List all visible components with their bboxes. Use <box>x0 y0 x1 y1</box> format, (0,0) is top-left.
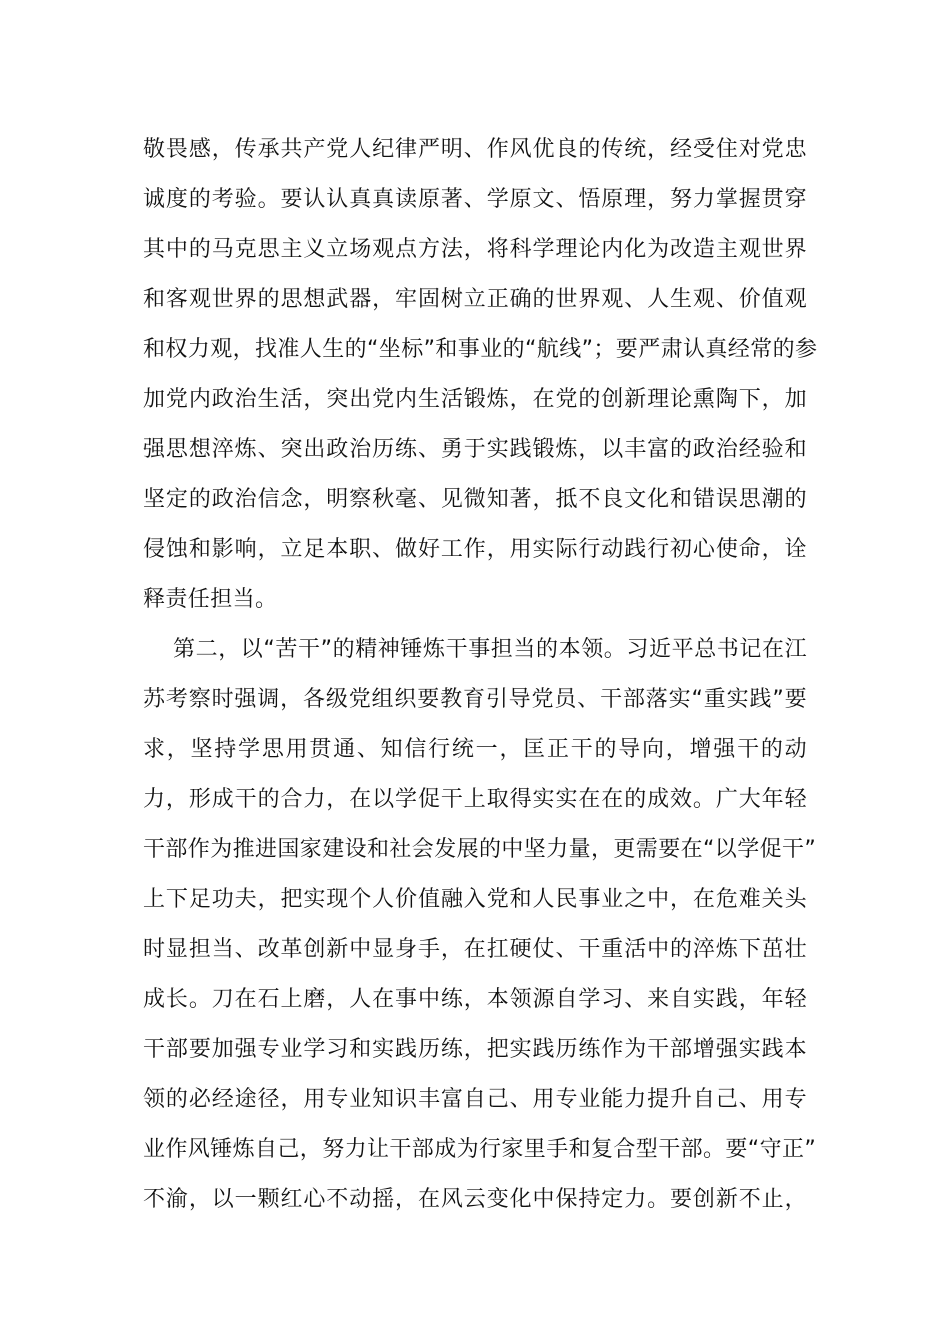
text-line: 业作风锤炼自己，努力让干部成为行家里手和复合型干部。要“守正” <box>143 1137 817 1162</box>
text-line: 不渝，以一颗红心不动摇，在风云变化中保持定力。要创新不止， <box>143 1187 807 1212</box>
text-line: 敬畏感，传承共产党人纪律严明、作风优良的传统，经受住对党忠 <box>143 137 807 162</box>
text-line: 强思想淬炼、突出政治历练、勇于实践锻炼，以丰富的政治经验和 <box>143 437 807 462</box>
text-line: 和客观世界的思想武器，牢固树立正确的世界观、人生观、价值观 <box>143 287 807 312</box>
text-line: 力，形成干的合力，在以学促干上取得实实在在的成效。广大年轻 <box>143 787 807 812</box>
text-line: 诚度的考验。要认认真真读原著、学原文、悟原理，努力掌握贯穿 <box>143 187 807 212</box>
text-line: 其中的马克思主义立场观点方法，将科学理论内化为改造主观世界 <box>143 237 807 262</box>
paragraph-first-line: 第二，以“苦干”的精神锤炼干事担当的本领。习近平总书记在江 <box>173 637 807 662</box>
text-line: 上下足功夫，把实现个人价值融入党和人民事业之中，在危难关头 <box>143 887 807 912</box>
text-line: 干部要加强专业学习和实践历练，把实践历练作为干部增强实践本 <box>143 1037 807 1062</box>
text-line: 苏考察时强调，各级党组织要教育引导党员、干部落实“重实践”要 <box>143 687 807 712</box>
text-line: 侵蚀和影响，立足本职、做好工作，用实际行动践行初心使命，诠 <box>143 537 807 562</box>
text-line: 坚定的政治信念，明察秋毫、见微知著，抵不良文化和错误思潮的 <box>143 487 807 512</box>
text-line: 干部作为推进国家建设和社会发展的中坚力量，更需要在“以学促干” <box>143 837 817 862</box>
text-line: 释责任担当。 <box>143 587 278 612</box>
text-line: 和权力观，找准人生的“坐标”和事业的“航线”；要严肃认真经常的参 <box>143 337 818 362</box>
body-text <box>143 125 818 1225</box>
text-line: 领的必经途径，用专业知识丰富自己、用专业能力提升自己、用专 <box>143 1087 807 1112</box>
text-line: 加党内政治生活，突出党内生活锻炼，在党的创新理论熏陶下，加 <box>143 387 807 412</box>
text-line: 求，坚持学思用贯通、知信行统一，匡正干的导向，增强干的动 <box>143 737 807 762</box>
text-line: 时显担当、改革创新中显身手，在扛硬仗、干重活中的淬炼下茁壮 <box>143 937 807 962</box>
text-line: 成长。刀在石上磨，人在事中练，本领源自学习、来自实践，年轻 <box>143 987 807 1012</box>
